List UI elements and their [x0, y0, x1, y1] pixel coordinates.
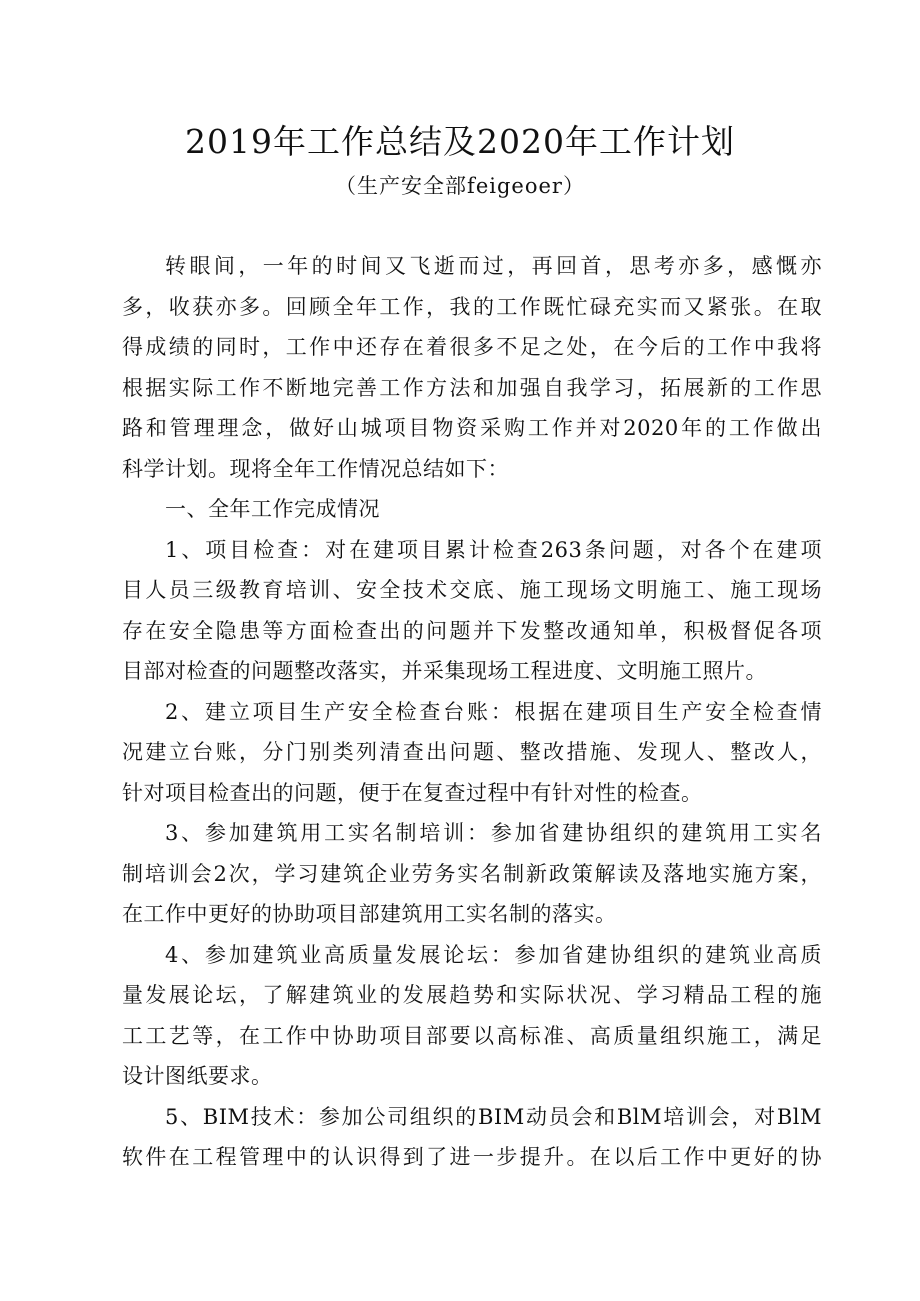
body-line: 5、BIM技术：参加公司组织的BIM动员会和BlM培训会，对BlM: [165, 1104, 822, 1129]
document-body: [122, 246, 822, 1178]
body-line: 1、项目检查：对在建项目累计检查263条问题，对各个在建项: [165, 537, 822, 562]
body-line: 软件在工程管理中的认识得到了进一步提升。在以后工作中更好的协: [122, 1145, 822, 1169]
body-line: 多，收获亦多。回顾全年工作，我的工作既忙碌充实而又紧张。在取: [122, 294, 822, 319]
body-line: 目部对检查的问题整改落实，并采集现场工程进度、文明施工照片。: [122, 659, 767, 683]
body-line: 存在安全隐患等方面检查出的问题并下发整改通知单，积极督促各项: [122, 618, 822, 643]
body-line: 科学计划。现将全年工作情况总结如下：: [122, 456, 509, 481]
body-line: 转眼间，一年的时间又飞逝而过，再回首，思考亦多，感慨亦: [165, 254, 822, 278]
body-line: 目人员三级教育培训、安全技术交底、施工现场文明施工、施工现场: [122, 578, 822, 602]
body-line: 设计图纸要求。: [122, 1064, 273, 1088]
body-line: 3、参加建筑用工实名制培训：参加省建协组织的建筑用工实名: [165, 821, 822, 845]
body-line: 一、全年工作完成情况: [165, 497, 380, 521]
body-line: 根据实际工作不断地完善工作方法和加强自我学习，拓展新的工作思: [122, 375, 822, 400]
body-line: 针对项目检查出的问题，便于在复查过程中有针对性的检查。: [122, 780, 703, 805]
document-subtitle: （生产安全部feigeoer）: [335, 174, 585, 198]
body-line: 路和管理理念，做好山城项目物资采购工作并对2020年的工作做出: [122, 416, 822, 440]
body-line: 得成绩的同时，工作中还存在着很多不足之处，在今后的工作中我将: [122, 335, 822, 359]
body-line: 量发展论坛，了解建筑业的发展趋势和实际状况、学习精品工程的施: [122, 983, 822, 1007]
body-line: 2、建立项目生产安全检查台账：根据在建项目生产安全检查情: [165, 699, 822, 724]
body-line: 在工作中更好的协助项目部建筑用工实名制的落实。: [122, 902, 617, 926]
body-line: 工工艺等，在工作中协助项目部要以高标准、高质量组织施工，满足: [122, 1023, 822, 1048]
body-line: 制培训会2次，学习建筑企业劳务实名制新政策解读及落地实施方案，: [122, 861, 822, 886]
body-line: 况建立台账，分门别类列清查出问题、整改措施、发现人、整改人，: [122, 740, 822, 764]
body-line: 4、参加建筑业高质量发展论坛：参加省建协组织的建筑业高质: [165, 942, 822, 967]
document-title: 2019年工作总结及2020年工作计划: [185, 122, 735, 161]
